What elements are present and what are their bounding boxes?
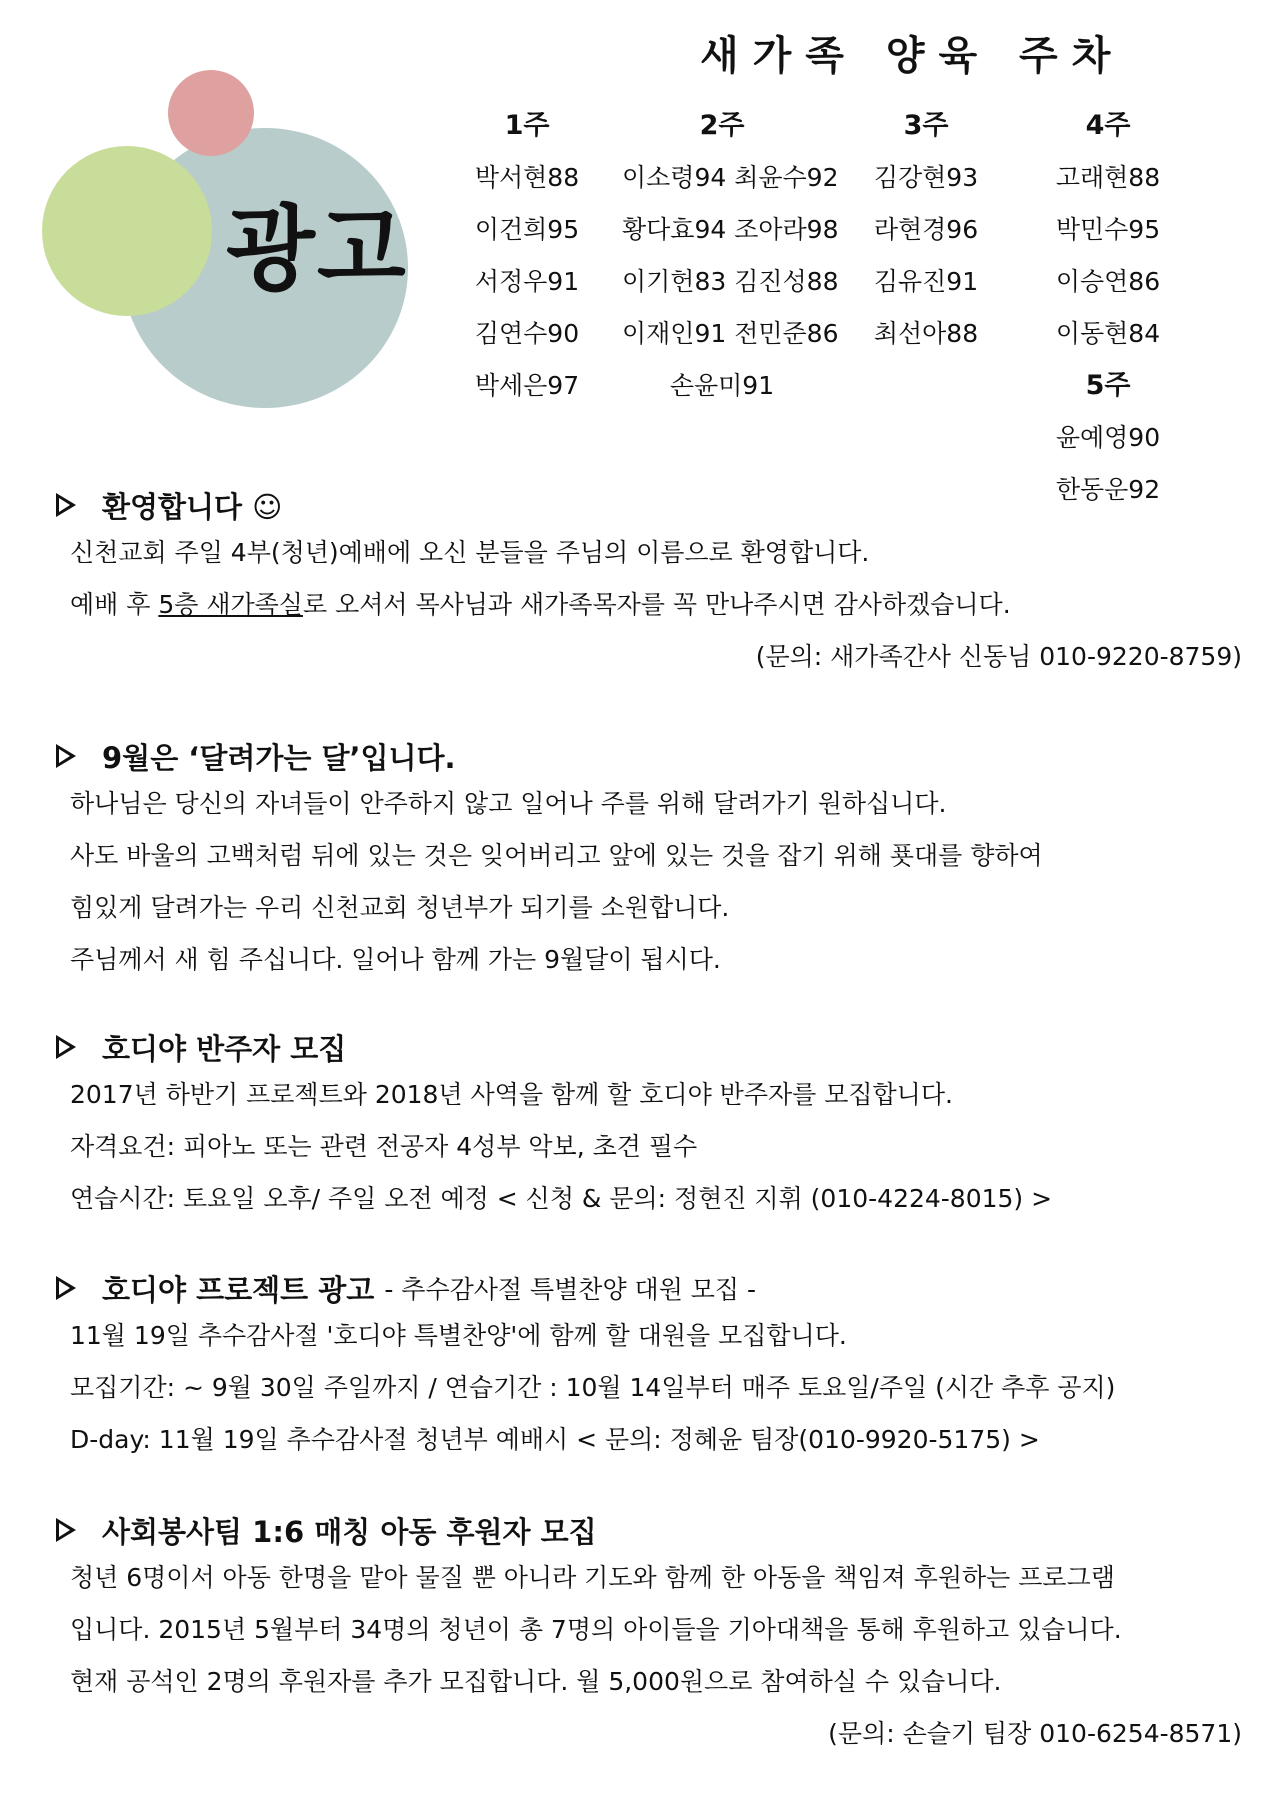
week-name: 최선아88 xyxy=(873,319,979,348)
body-line: 11월 19일 추수감사절 '호디야 특별찬양'에 함께 할 대원을 모집합니다. xyxy=(70,1321,847,1350)
week-name: 윤예영90 xyxy=(1055,423,1161,452)
welcome-section xyxy=(56,483,1246,683)
week-name: 박세은97 xyxy=(474,371,580,400)
week-name: 박서현88 xyxy=(474,163,580,192)
week-label: 2주 xyxy=(699,110,745,141)
triangle-bullet-icon xyxy=(56,1518,76,1542)
triangle-bullet-icon xyxy=(56,493,76,517)
week4-column xyxy=(1008,108,1208,524)
section-title: 호디야 반주자 모집 xyxy=(102,1031,347,1066)
week-label: 3주 xyxy=(903,110,949,141)
body-line: 모집기간: ~ 9월 30일 주일까지 / 연습기간 : 10월 14일부터 매주 토요일/주일 (시간 추후 공지) xyxy=(70,1373,1116,1402)
week-name: 서정우91 xyxy=(474,267,580,296)
triangle-bullet-icon xyxy=(56,744,76,768)
body-line: 신천교회 주일 4부(청년)예배에 오신 분들을 주님의 이름으로 환영합니다. xyxy=(70,538,870,567)
section-title: 9월은 ‘달려가는 달’입니다. xyxy=(102,740,456,775)
section-heading xyxy=(56,1508,1246,1552)
logo-circle-green xyxy=(42,146,212,316)
triangle-bullet-icon xyxy=(56,1276,76,1300)
week-name: 김연수90 xyxy=(474,319,580,348)
week-name: 라현경96 xyxy=(873,215,979,244)
service-section xyxy=(56,1508,1246,1760)
body-line xyxy=(56,579,1246,631)
week2-column xyxy=(622,108,839,420)
body-line: 연습시간: 토요일 오후/ 주일 오전 예정 < 신청 & 문의: 정현진 지휘 (010-4224-8015) > xyxy=(70,1184,1053,1213)
section-heading xyxy=(56,1025,1246,1069)
text-segment: 로 오셔서 목사님과 새가족목자를 꼭 만나주시면 감사하겠습니다. xyxy=(302,590,1011,619)
section-title: 사회봉사팀 1:6 매칭 아동 후원자 모집 xyxy=(102,1514,597,1549)
week-name: 김강현93 xyxy=(873,163,979,192)
week-name: 이승연86 xyxy=(1055,267,1161,296)
week-label: 4주 xyxy=(1085,110,1131,141)
body-line: 사도 바울의 고백처럼 뒤에 있는 것은 잊어버리고 앞에 있는 것을 잡기 위해 푯대를 향하여 xyxy=(70,841,1043,870)
body-line: 입니다. 2015년 5월부터 34명의 청년이 총 7명의 아이들을 기아대책을 통해 후원하고 있습니다. xyxy=(70,1615,1122,1644)
week-name: 이기헌83 김진성88 xyxy=(622,267,839,296)
week1-column xyxy=(427,108,627,420)
week3-column xyxy=(826,108,1026,368)
week-name: 이소령94 최윤수92 xyxy=(622,163,839,192)
week-name: 손윤미91 xyxy=(669,371,775,400)
body-line: 청년 6명이서 아동 한명을 맡아 물질 뿐 아니라 기도와 함께 한 아동을 책임져 후원하는 프로그램 xyxy=(70,1563,1115,1592)
underlined-room: 5층 새가족실 xyxy=(158,590,303,619)
body-line: 하나님은 당신의 자녀들이 안주하지 않고 일어나 주를 위해 달려가기 원하십니다. xyxy=(70,789,947,818)
week-name: 이재인91 전민준86 xyxy=(622,319,839,348)
accompanist-section xyxy=(56,1025,1246,1225)
week-name: 박민수95 xyxy=(1055,215,1161,244)
contact-line: (문의: 새가족간사 신동님 010-9220-8759) xyxy=(755,642,1242,671)
september-section xyxy=(56,734,1246,986)
week-name: 고래현88 xyxy=(1055,163,1161,192)
body-line: 주님께서 새 힘 주십니다. 일어나 함께 가는 9월달이 됩시다. xyxy=(70,945,721,974)
week-label: 1주 xyxy=(504,110,550,141)
logo-circle-pink xyxy=(168,70,254,156)
body-line: 힘있게 달려가는 우리 신천교회 청년부가 되기를 소원합니다. xyxy=(70,893,730,922)
text-segment: 예배 후 xyxy=(70,590,159,619)
body-line: 2017년 하반기 프로젝트와 2018년 사역을 함께 할 호디야 반주자를 모집합니다. xyxy=(70,1080,953,1109)
section-subtitle: - 추수감사절 특별찬양 대원 모집 - xyxy=(384,1275,757,1304)
week-name: 한동운92 xyxy=(1055,475,1161,504)
section-heading xyxy=(56,483,1246,527)
section-heading xyxy=(56,734,1246,778)
week-name: 황다효94 조아라98 xyxy=(622,215,839,244)
week-name: 김유진91 xyxy=(873,267,979,296)
section-title: 환영합니다 ☺ xyxy=(102,489,283,524)
body-line: D-day: 11월 19일 추수감사절 청년부 예배시 < 문의: 정혜윤 팀장(010-9920-5175) > xyxy=(70,1425,1040,1454)
schedule-title: 새가족 양육 주차 xyxy=(700,33,1125,79)
logo-title: 광고 xyxy=(226,196,408,303)
body-line: 자격요건: 피아노 또는 관련 전공자 4성부 악보, 초견 필수 xyxy=(70,1132,698,1161)
section-title: 호디야 프로젝트 광고 xyxy=(102,1272,375,1307)
week-name: 이건희95 xyxy=(474,215,580,244)
triangle-bullet-icon xyxy=(56,1035,76,1059)
body-line: 현재 공석인 2명의 후원자를 추가 모집합니다. 월 5,000원으로 참여하실 수 있습니다. xyxy=(70,1667,1002,1696)
week-label: 5주 xyxy=(1085,370,1131,401)
section-heading xyxy=(56,1266,1246,1310)
project-section xyxy=(56,1266,1246,1466)
week-name: 이동현84 xyxy=(1055,319,1161,348)
contact-line: (문의: 손슬기 팀장 010-6254-8571) xyxy=(828,1719,1242,1748)
